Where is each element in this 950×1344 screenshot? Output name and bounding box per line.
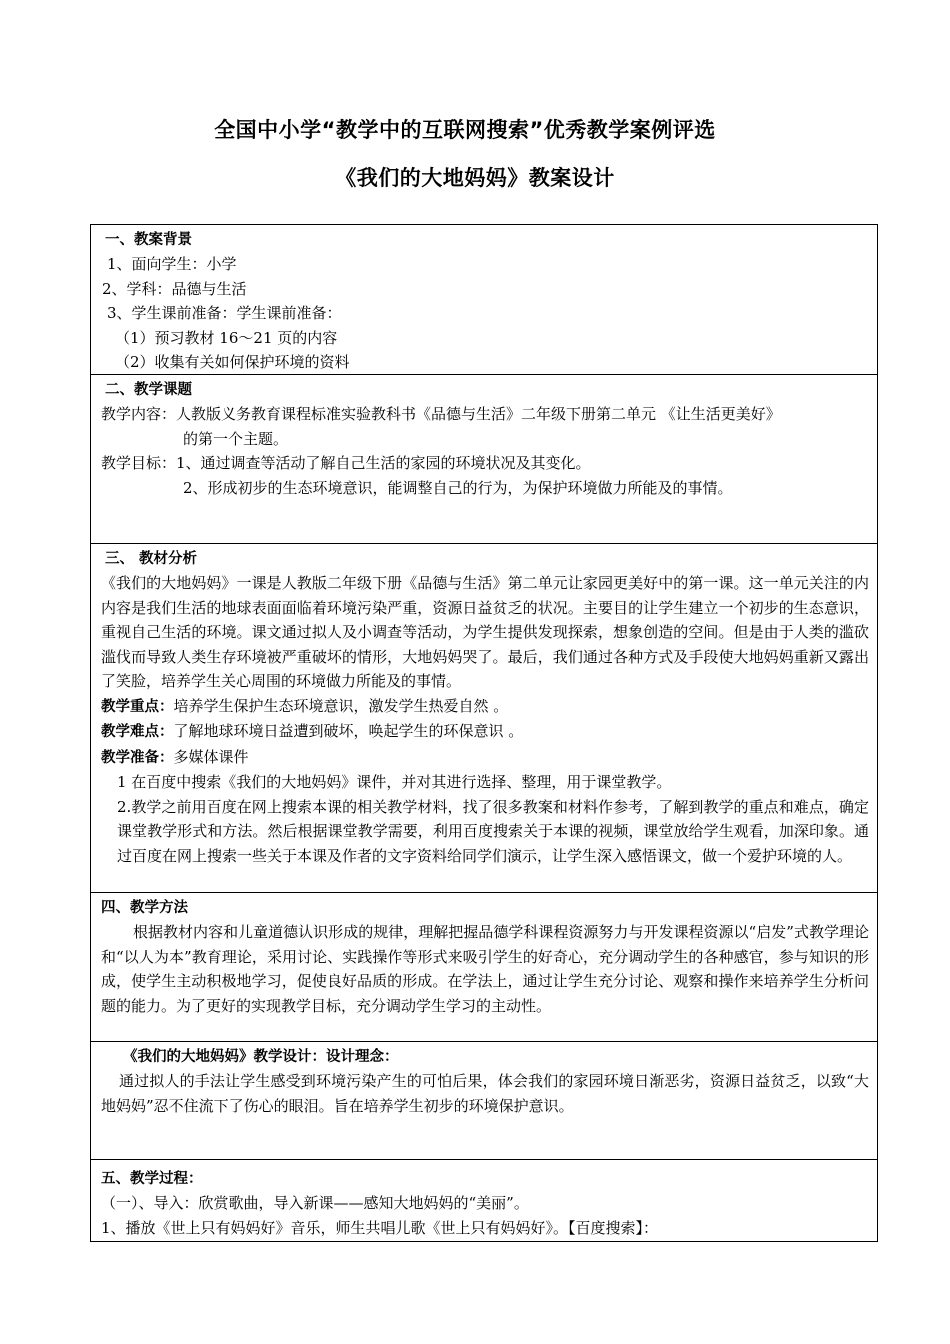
preparation-line: 教学准备：多媒体课件 [101,747,249,766]
lesson-title: 《我们的大地妈妈》教案设计 [335,166,615,190]
list-item: 1 在百度中搜索《我们的大地妈妈》课件，并对其进行选择、整理，用于课堂教学。 [117,773,672,791]
analysis-paragraph: 《我们的大地妈妈》一课是人教版二年级下册《品德与生活》第二单元让家园更美好中的第一课。这一单元关注的内内容是我们生活的地球表面面临着环境污染严重，资源日益贫乏的状况。主要目的让学生建立一个初步的生态意识，重视自己生活的环境。课文通过拟人及小调查等活动，为学生提供发现探索，想象创造的空间。但是由于人类的滥砍滥伐而导致人类生存环境被严重破坏的情形，大地妈妈哭了。最后，我们通过各种方式及手段使大地妈妈重新又露出了笑脸，培养学生关心周围的环境做力所能及的事情。 [101,574,869,690]
section-method [91,893,877,1042]
method-paragraph: 根据教材内容和儿童道德认识形成的规律，理解把握品德学科课程资源努力与开发课程资源以“启发”式教学理论和“以人为本”教育理论，采用讨论、实践操作等形式来吸引学生的好奇心，充分调动学生的各种感官，参与知识的形成，使学生主动积极地学习，促使良好品质的形成。在学法上，通过让学生充分讨论、观察和操作来培养学生分析问题的能力。为了更好的实现教学目标，充分调动学生学习的主动性。 [101,923,869,1015]
difficulty-label: 教学难点： [101,724,174,740]
key-point-line: 教学重点：培养学生保护生态环境意识，激发学生热爱自然 。 [101,696,509,715]
text-line: 2、学科：品德与生活 [102,279,247,298]
section-background [91,225,877,375]
difficulty-line: 教学难点：了解地球环境日益遭到破坏，唤起学生的环保意识 。 [101,722,524,740]
process-line: 1、播放《世上只有妈妈好》音乐，师生共唱儿歌《世上只有妈妈好》。【百度搜索】： [101,1218,659,1237]
section-heading: 二、教学课题 [105,382,192,398]
section-material-analysis [91,544,877,893]
section-heading: 《我们的大地妈妈》教学设计：设计理念： [123,1049,399,1065]
section-heading: 一、教案背景 [105,232,192,248]
process-line: （一）、导入：欣赏歌曲，导入新课——感知大地妈妈的“美丽”。 [101,1194,529,1212]
section-heading: 四、教学方法 [101,900,188,916]
section-process [91,1160,877,1241]
key-point-label: 教学重点： [101,698,174,715]
text-line: （2）收集有关如何保护环境的资料 [115,353,350,371]
concept-paragraph: 通过拟人的手法让学生感受到环境污染产生的可怕后果，体会我们的家园环境日渐恶劣，资源日益贫乏，以致“大地妈妈”忍不住流下了伤心的眼泪。旨在培养学生初步的环境保护意识。 [101,1072,869,1115]
text-line: （1）预习教材 16～21 页的内容 [115,328,338,347]
section-design-concept [91,1042,877,1160]
text-line: 1、面向学生：小学 [107,255,237,273]
page-title: 全国中小学“教学中的互联网搜索”优秀教学案例评选 [214,118,716,142]
section-heading: 三、 教材分析 [105,551,198,567]
section-topic [91,375,877,544]
goal-line: 2、形成初步的生态环境意识，能调整自己的行为，为保护环境做力所能及的事情。 [183,478,733,497]
content-line: 的第一个主题。 [183,429,289,448]
list-item: 2.教学之前用百度在网上搜索本课的相关教学材料，找了很多教案和材料作参考，了解到教学的重点和难点，确定课堂教学形式和方法。然后根据课堂教学需要，利用百度搜索关于本课的视频，课堂放给学生观看，加深印象。通过百度在网上搜索一些关于本课及作者的文字资料给同学们演示，让学生深入感悟课文，做一个爱护环境的人。 [117,797,869,865]
section-heading: 五、教学过程： [101,1171,203,1187]
goal-line: 教学目标：1、通过调查等活动了解自己生活的家园的环境状况及其变化。 [101,454,591,472]
text-line: 3、学生课前准备：学生课前准备： [107,304,342,322]
lesson-plan-table [90,224,878,1242]
content-line: 教学内容：人教版义务教育课程标准实验教科书《品德与生活》二年级下册第二单元 《让生活更美好》 [101,405,781,423]
content-label: 教学内容： [101,405,177,423]
goal-label: 教学目标： [101,454,177,472]
preparation-label: 教学准备： [101,749,174,766]
